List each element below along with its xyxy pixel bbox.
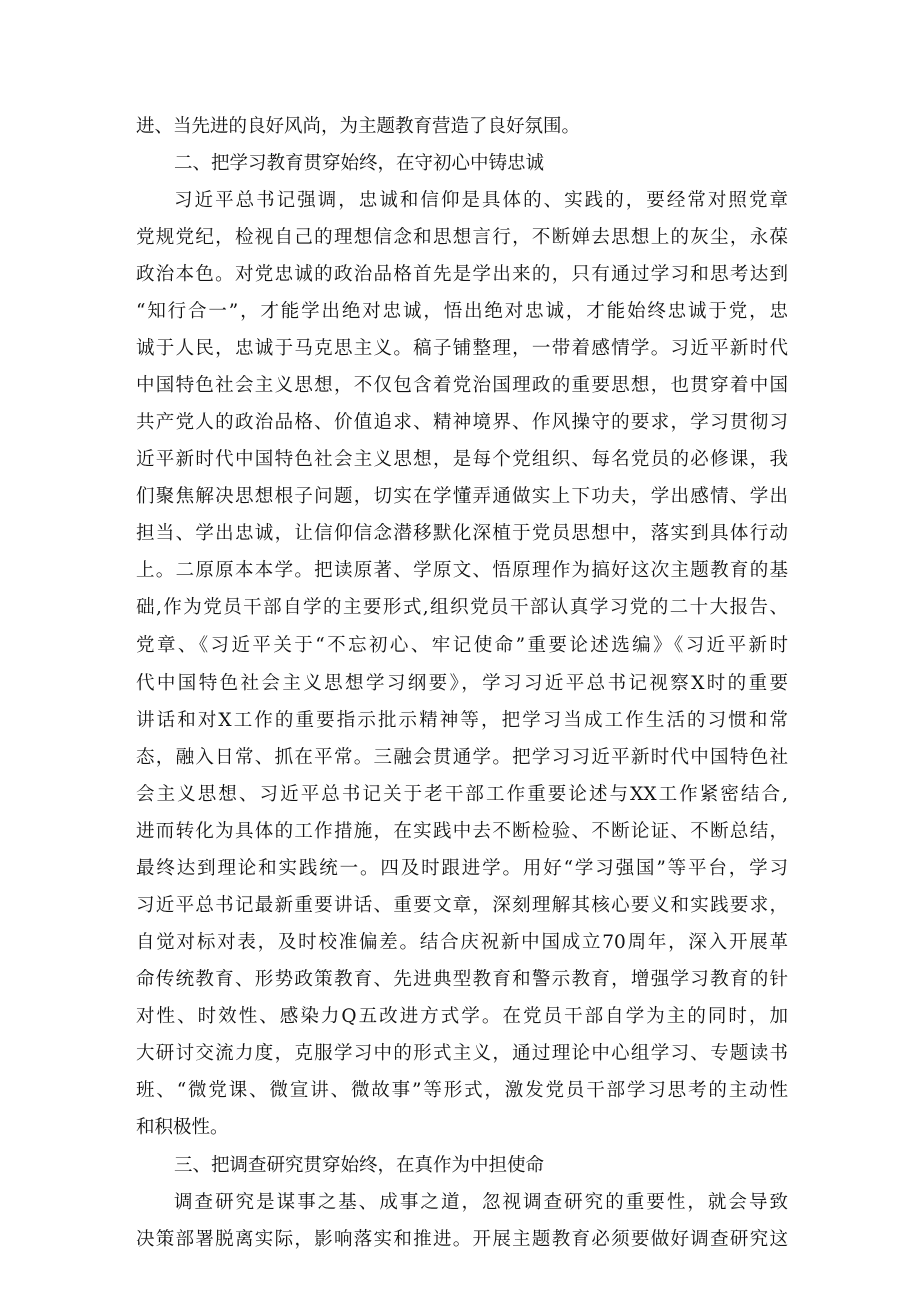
text-line: 和积极性。: [136, 1117, 229, 1138]
text-line: “知行合一”，才能学出绝对忠诚，悟出绝对忠诚，才能始终忠诚于党，忠: [136, 301, 788, 322]
text-line: 中国特色社会主义思想，不仅包含着党治国理政的重要思想，也贯穿着中国: [136, 375, 788, 396]
text-line: 最终达到理论和实践统一。四及时跟进学。用好“学习强国”等平台，学习: [136, 858, 788, 879]
text-line: 班、“微党课、微宣讲、微故事”等形式，激发党员干部学习思考的主动性: [136, 1080, 788, 1101]
text-line: 会主义思想、习近平总书记关于老干部工作重要论述与XX工作紧密结合,: [136, 784, 788, 805]
text-line: 自觉对标对表，及时校准偏差。结合庆祝新中国成立70周年，深入开展革: [136, 932, 788, 953]
section-heading: 二、把学习教育贯穿始终，在守初心中铸忠诚: [174, 153, 545, 174]
text-line: 进而转化为具体的工作措施，在实践中去不断检验、不断论证、不断总结，: [136, 821, 788, 842]
text-line: 诚于人民，忠诚于马克思主义。稿子铺整理，一带着感情学。习近平新时代: [136, 338, 788, 359]
text-line: 讲话和对X工作的重要指示批示精神等，把学习当成工作生活的习惯和常: [136, 710, 788, 731]
text-line: 进、当先进的良好风尚，为主题教育营造了良好氛围。: [136, 116, 581, 137]
text-line: 习近平总书记最新重要讲话、重要文章，深刻理解其核心要义和实践要求，: [136, 895, 788, 916]
text-line: 态，融入日常、抓在平常。三融会贯通学。把学习习近平新时代中国特色社: [136, 747, 788, 768]
text-line: 对性、时效性、感染力Q五改进方式学。在党员干部自学为主的同时，加: [136, 1006, 788, 1027]
text-line: 政治本色。对党忠诚的政治品格首先是学出来的，只有通过学习和思考达到: [136, 264, 788, 285]
text-line: 共产党人的政治品格、价值追求、精神境界、作风操守的要求，学习贯彻习: [136, 412, 788, 433]
text-line: 党章、《习近平关于“不忘初心、牢记使命”重要论述选编》《习近平新时: [136, 635, 788, 656]
text-line: 党规党纪，检视自己的理想信念和思想言行，不断婵去思想上的灰尘，永葆: [136, 227, 788, 248]
text-line: 决策部署脱离实际，影响落实和推进。开展主题教育必须要做好调查研究这: [136, 1229, 788, 1250]
text-line: 代中国特色社会主义思想学习纲要》，学习习近平总书记视察X时的重要: [136, 673, 788, 694]
text-line: 命传统教育、形势政策教育、先进典型教育和警示教育，增强学习教育的针: [136, 969, 788, 990]
text-line: 习近平总书记强调，忠诚和信仰是具体的、实践的，要经常对照党章: [174, 190, 788, 211]
text-line: 们聚焦解决思想根子问题，切实在学懂弄通做实上下功夫，学出感情、学出: [136, 486, 788, 507]
section-heading: 三、把调查研究贯穿始终，在真作为中担使命: [174, 1155, 545, 1176]
text-line: 上。二原原本本学。把读原著、学原文、悟原理作为搞好这次主题教育的基: [136, 560, 788, 581]
text-line: 近平新时代中国特色社会主义思想，是每个党组织、每名党员的必修课，我: [136, 449, 788, 470]
text-line: 础,作为党员干部自学的主要形式,组织党员干部认真学习党的二十大报告、: [136, 597, 788, 618]
text-line: 大研讨交流力度，克服学习中的形式主义，通过理论中心组学习、专题读书: [136, 1043, 788, 1064]
text-line: 调查研究是谋事之基、成事之道，忽视调查研究的重要性，就会导致: [174, 1192, 788, 1213]
text-line: 担当、学出忠诚，让信仰信念潜移默化深植于党员思想中，落实到具体行动: [136, 523, 788, 544]
